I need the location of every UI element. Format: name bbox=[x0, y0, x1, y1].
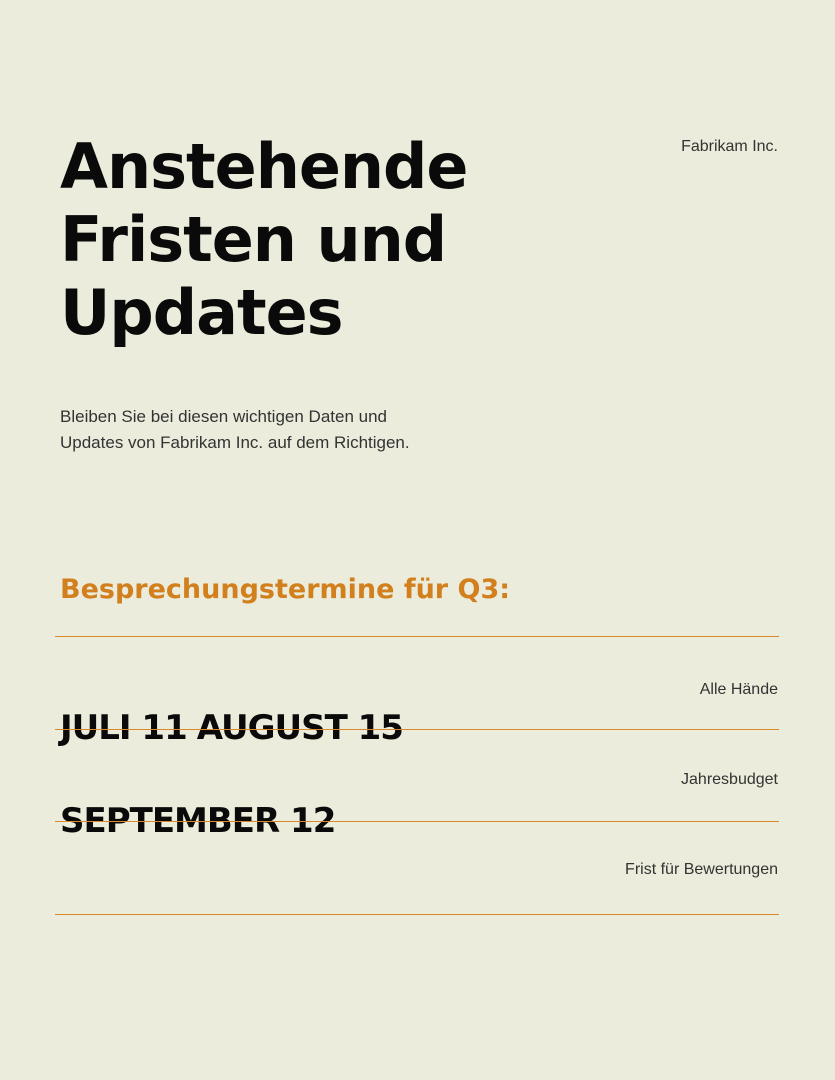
intro-paragraph bbox=[60, 404, 520, 456]
intro-line-2: Updates von Fabrikam Inc. auf dem Richtigen. bbox=[60, 433, 410, 452]
section-heading: Besprechungstermine für Q3: bbox=[60, 574, 511, 605]
date-july: JULI 11 bbox=[60, 708, 187, 748]
event-label-review-deadline: Frist für Bewertungen bbox=[625, 861, 778, 878]
date-august: AUGUST 15 bbox=[196, 708, 403, 748]
page-title bbox=[60, 130, 530, 349]
company-name: Fabrikam Inc. bbox=[681, 138, 778, 155]
title-line-2: Fristen und bbox=[60, 203, 447, 276]
title-line-1: Anstehende bbox=[60, 130, 468, 203]
event-divider-2 bbox=[55, 821, 779, 822]
event-divider-1 bbox=[55, 729, 779, 730]
event-divider-3 bbox=[55, 914, 779, 915]
date-september: SEPTEMBER 12 bbox=[60, 801, 336, 841]
title-line-3: Updates bbox=[60, 276, 343, 349]
section-divider bbox=[55, 636, 779, 637]
intro-line-1: Bleiben Sie bei diesen wichtigen Daten und bbox=[60, 407, 388, 426]
event-label-all-hands: Alle Hände bbox=[699, 681, 778, 698]
event-label-annual-budget: Jahresbudget bbox=[681, 771, 778, 788]
date-row-1 bbox=[60, 708, 403, 748]
